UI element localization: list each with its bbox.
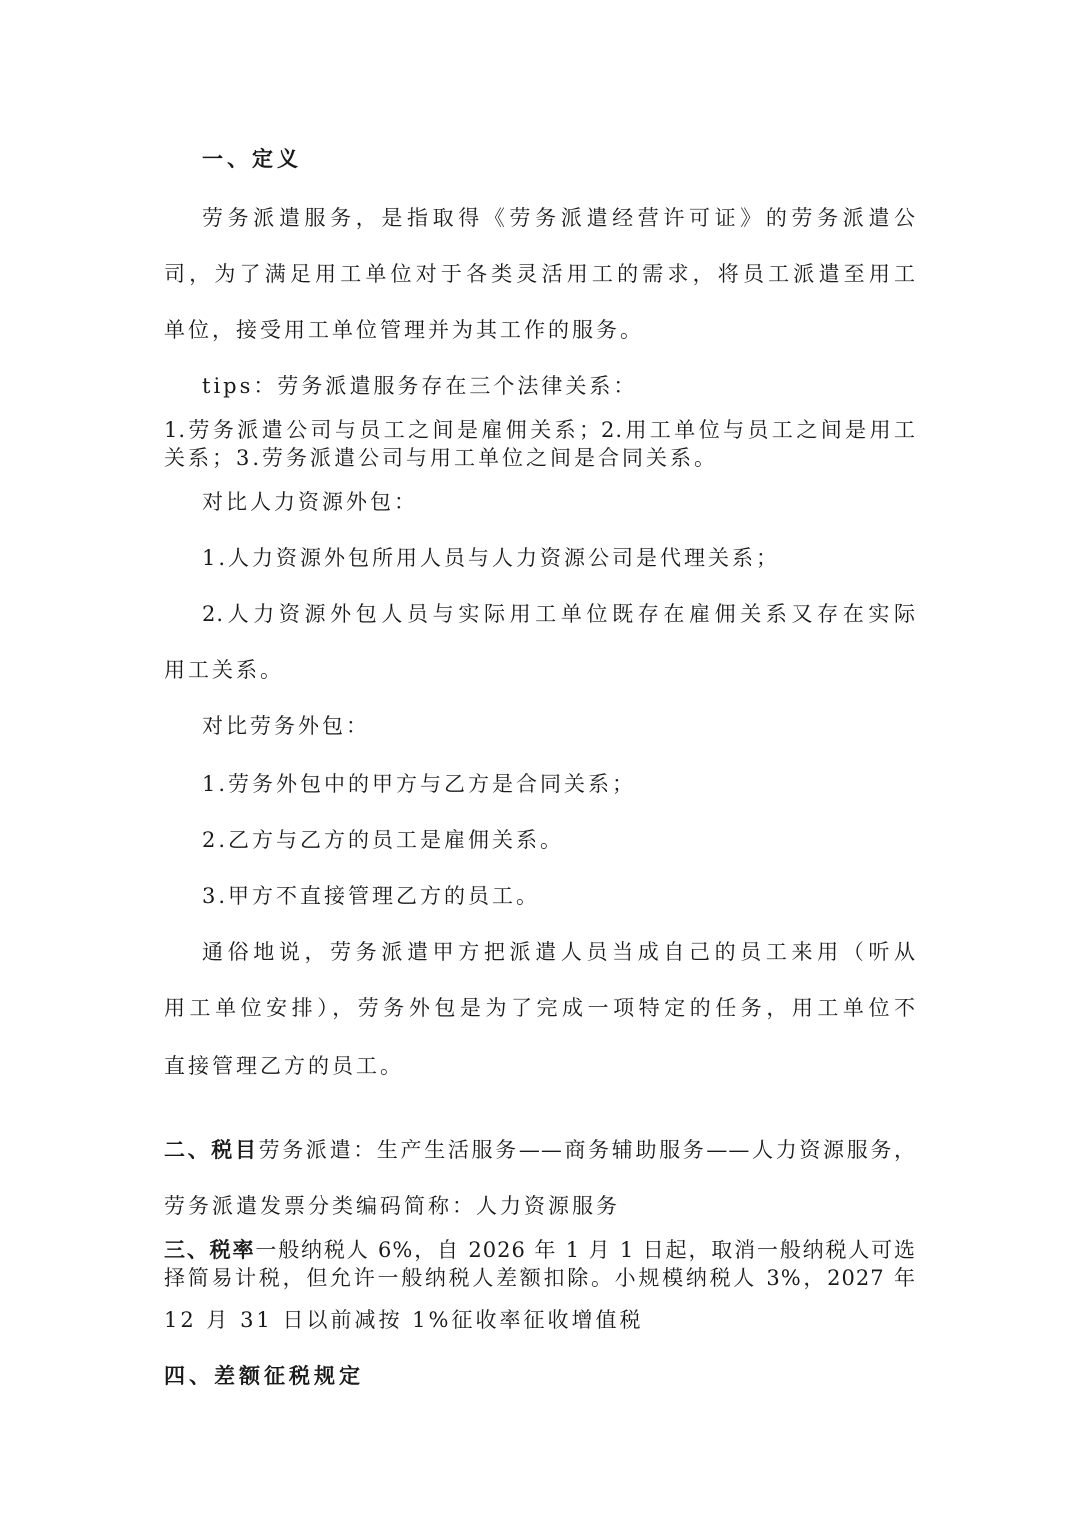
tips-line: 关系；3.劳务派遣公司与用工单位之间是合同关系。 (164, 446, 719, 470)
tips-title: tips：劳务派遣服务存在三个法律关系： (202, 374, 638, 398)
heading-tax-item: 二、税目 (164, 1138, 259, 1162)
definition-paragraph-line: 劳务派遣服务，是指取得《劳务派遣经营许可证》的劳务派遣公 (202, 206, 916, 230)
tax-item-line (164, 1136, 916, 1164)
tax-rate-text: 一般纳税人 6%，自 2026 年 1 月 1 日起，取消一般纳税人可选 (255, 1238, 916, 1262)
summary-line: 用工单位安排），劳务外包是为了完成一项特定的任务，用工单位不 (164, 996, 916, 1020)
compare-hr-outsourcing-item: 2.人力资源外包人员与实际用工单位既存在雇佣关系又存在实际 (202, 602, 916, 626)
tax-rate-line (164, 1236, 916, 1264)
compare-hr-outsourcing-item: 用工关系。 (164, 658, 284, 682)
compare-labor-outsourcing-item: 1.劳务外包中的甲方与乙方是合同关系； (202, 772, 637, 796)
tax-rate-line: 12 月 31 日以前减按 1%征收率征收增值税 (164, 1308, 644, 1332)
tax-code-line: 劳务派遣发票分类编码简称：人力资源服务 (164, 1194, 620, 1218)
heading-differential-tax: 四、差额征税规定 (164, 1364, 364, 1388)
compare-hr-outsourcing-title: 对比人力资源外包： (202, 490, 418, 514)
compare-labor-outsourcing-item: 3.甲方不直接管理乙方的员工。 (202, 884, 541, 908)
compare-hr-outsourcing-item: 1.人力资源外包所用人员与人力资源公司是代理关系； (202, 546, 781, 570)
definition-paragraph-line: 司，为了满足用工单位对于各类灵活用工的需求，将员工派遣至用工 (164, 262, 916, 286)
tips-line: 1.劳务派遣公司与员工之间是雇佣关系；2.用工单位与员工之间是用工 (164, 418, 916, 442)
tax-rate-line: 择简易计税，但允许一般纳税人差额扣除。小规模纳税人 3%，2027 年 (164, 1266, 916, 1290)
definition-paragraph-line: 单位，接受用工单位管理并为其工作的服务。 (164, 318, 644, 342)
tax-item-text: 劳务派遣：生产生活服务——商务辅助服务——人力资源服务， (258, 1138, 917, 1162)
compare-labor-outsourcing-item: 2.乙方与乙方的员工是雇佣关系。 (202, 828, 565, 852)
summary-line: 通俗地说，劳务派遣甲方把派遣人员当成自己的员工来用（听从 (202, 940, 916, 964)
heading-tax-rate: 三、税率 (164, 1238, 256, 1262)
heading-definition: 一、定义 (202, 147, 302, 171)
compare-labor-outsourcing-title: 对比劳务外包： (202, 714, 370, 738)
summary-line: 直接管理乙方的员工。 (164, 1054, 404, 1078)
